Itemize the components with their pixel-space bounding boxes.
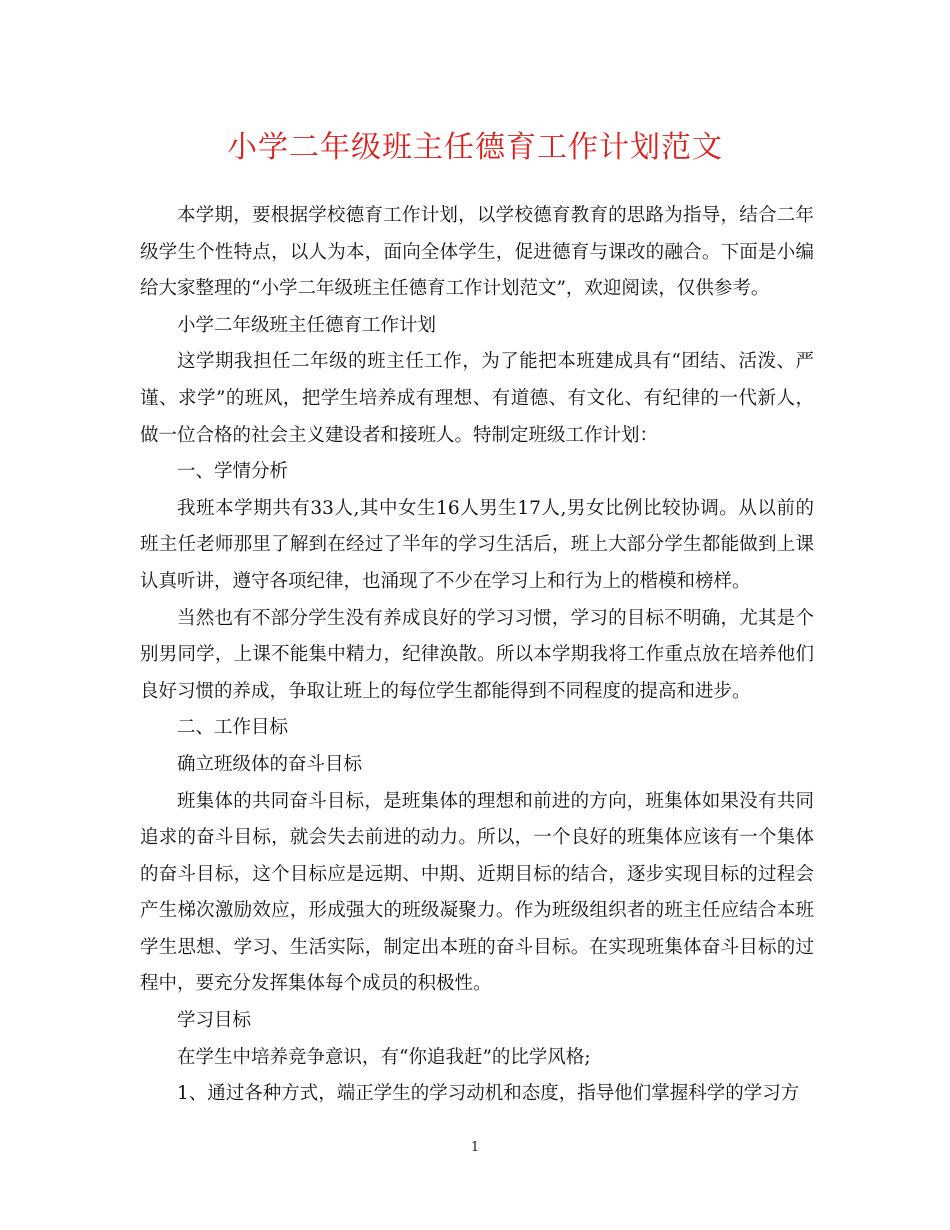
document-body bbox=[140, 198, 814, 1113]
document-title: 小学二年级班主任德育工作计划范文 bbox=[227, 130, 723, 165]
paragraph-subtitle: 小学二年级班主任德育工作计划 bbox=[177, 314, 437, 336]
paragraph-habits: 当然也有不部分学生没有养成良好的学习习惯，学习的目标不明确，尤其是个别男同学，上课不能集中精力，纪律涣散。所以本学期我将工作重点放在培养他们良好习惯的养成，争取让班上的每位学生都能得到不同程度的提高和进步。 bbox=[140, 607, 814, 702]
subheading-class-goal: 确立班级体的奋斗目标 bbox=[177, 753, 363, 775]
paragraph-competition: 在学生中培养竞争意识，有“你追我赶”的比学风格; bbox=[177, 1046, 591, 1068]
section-heading-analysis: 一、学情分析 bbox=[177, 461, 289, 483]
paragraph-opening: 这学期我担任二年级的班主任工作，为了能把本班建成具有“团结、活泼、严谨、求学”的班风，把学生培养成有理想、有道德、有文化、有纪律的一代新人，做一位合格的社会主义建设者和接班人。特制定班级工作计划： bbox=[140, 351, 814, 446]
paragraph-intro: 本学期，要根据学校德育工作计划，以学校德育教育的思路为指导，结合二年级学生个性特点，以人为本，面向全体学生，促进德育与课改的融合。下面是小编给大家整理的“小学二年级班主任德育工作计划范文”，欢迎阅读，仅供参考。 bbox=[140, 205, 814, 300]
paragraph-class-size: 我班本学期共有33人,其中女生16人男生17人,男女比例比较协调。从以前的班主任老师那里了解到在经过了半年的学习生活后，班上大部分学生都能做到上课认真听讲，遵守各项纪律，也涌现了不少在学习上和行为上的楷模和榜样。 bbox=[140, 497, 814, 592]
subheading-study-goal: 学习目标 bbox=[177, 1010, 252, 1032]
section-heading-goals: 二、工作目标 bbox=[177, 717, 289, 739]
page-number: 1 bbox=[470, 1140, 480, 1155]
list-item-1: 1、通过各种方式，端正学生的学习动机和态度，指导他们掌握科学的学习方 bbox=[177, 1083, 800, 1105]
paragraph-class-goal: 班集体的共同奋斗目标，是班集体的理想和前进的方向，班集体如果没有共同追求的奋斗目标，就会失去前进的动力。所以，一个良好的班集体应该有一个集体的奋斗目标，这个目标应是远期、中期、近期目标的结合，逐步实现目标的过程会产生梯次激励效应，形成强大的班级凝聚力。作为班级组织者的班主任应结合本班学生思想、学习、生活实际，制定出本班的奋斗目标。在实现班集体奋斗目标的过程中，要充分发挥集体每个成员的积极性。 bbox=[140, 790, 814, 995]
